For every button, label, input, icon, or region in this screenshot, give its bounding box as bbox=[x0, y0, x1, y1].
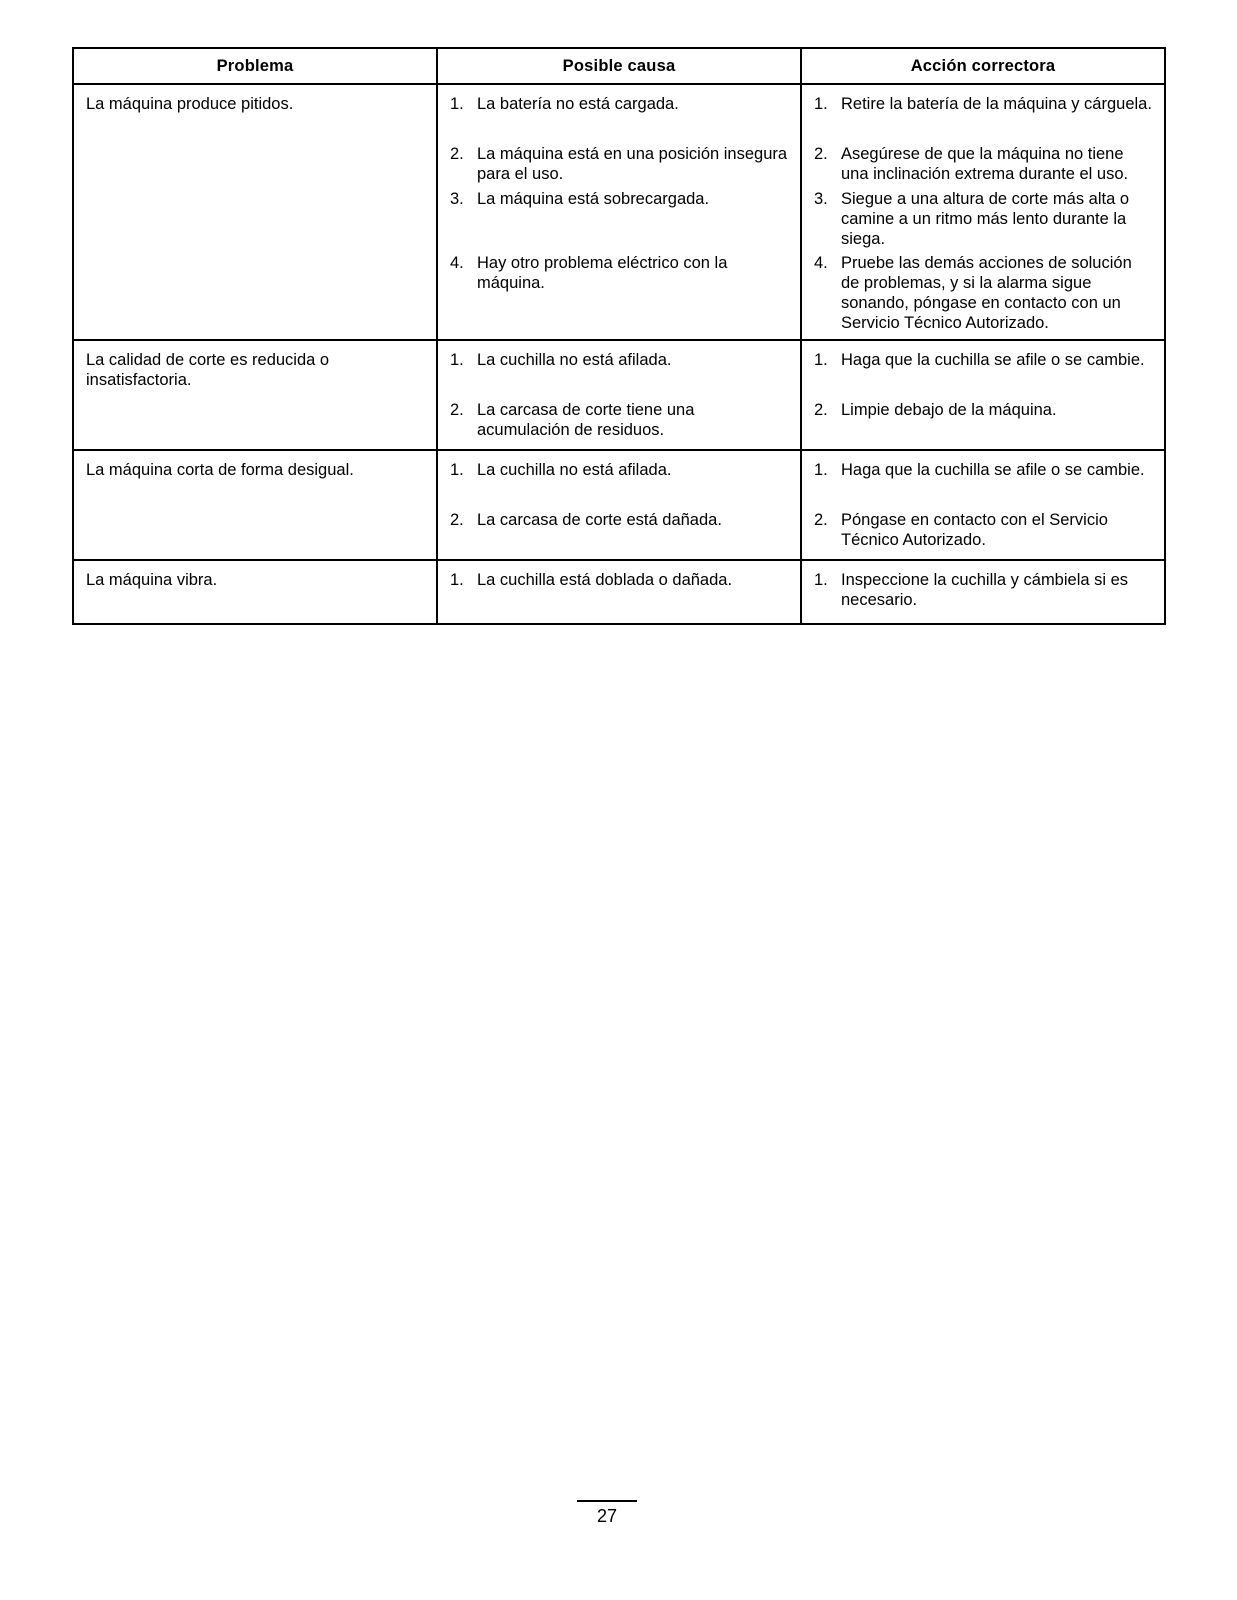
action-item-number: 1. bbox=[814, 461, 828, 479]
cause-item bbox=[438, 350, 800, 370]
cause-cell bbox=[437, 84, 801, 340]
problem-text: La máquina corta de forma desigual. bbox=[86, 461, 354, 479]
action-cell bbox=[801, 560, 1165, 624]
cause-item bbox=[438, 400, 800, 440]
cause-cell bbox=[437, 450, 801, 560]
header-problem: Problema bbox=[73, 48, 437, 84]
cause-item-text: La cuchilla no está afilada. bbox=[477, 351, 672, 369]
action-item bbox=[802, 94, 1164, 114]
action-item bbox=[802, 460, 1164, 480]
cause-item-number: 1. bbox=[450, 461, 464, 479]
header-cause: Posible causa bbox=[437, 48, 801, 84]
header-row bbox=[73, 48, 1165, 84]
action-item bbox=[802, 189, 1164, 249]
action-item-number: 1. bbox=[814, 95, 828, 113]
cause-item bbox=[438, 460, 800, 480]
cause-cell bbox=[437, 340, 801, 450]
action-item-number: 2. bbox=[814, 511, 828, 529]
cause-item-number: 1. bbox=[450, 95, 464, 113]
cause-item-number: 4. bbox=[450, 254, 464, 272]
cause-item-text: La batería no está cargada. bbox=[477, 95, 679, 113]
action-item bbox=[802, 144, 1164, 184]
cause-item bbox=[438, 144, 800, 184]
cause-item-number: 1. bbox=[450, 571, 464, 589]
cause-item-number: 2. bbox=[450, 145, 464, 163]
action-item-text: Inspeccione la cuchilla y cámbiela si es necesario. bbox=[841, 571, 1129, 609]
action-item bbox=[802, 253, 1164, 333]
cause-item-number: 2. bbox=[450, 401, 464, 419]
cause-cell bbox=[437, 560, 801, 624]
action-item-text: Siegue a una altura de corte más alta o camine a un ritmo más lento durante la siega. bbox=[841, 190, 1130, 248]
cause-item-text: La máquina está sobrecargada. bbox=[477, 190, 710, 208]
cause-item-text: La carcasa de corte tiene una acumulación de residuos. bbox=[477, 401, 695, 439]
problem-cell bbox=[73, 84, 437, 340]
action-item-number: 2. bbox=[814, 145, 828, 163]
action-item-text: Limpie debajo de la máquina. bbox=[841, 401, 1057, 419]
cause-item bbox=[438, 510, 800, 530]
cause-item-text: Hay otro problema eléctrico con la máquina. bbox=[477, 254, 728, 292]
header-action: Acción correctora bbox=[801, 48, 1165, 84]
problem-cell bbox=[73, 340, 437, 450]
problem-text: La calidad de corte es reducida o insatisfactoria. bbox=[86, 351, 330, 389]
table-body bbox=[73, 84, 1165, 624]
cause-item bbox=[438, 94, 800, 114]
action-item-number: 4. bbox=[814, 254, 828, 272]
action-item-number: 2. bbox=[814, 401, 828, 419]
cause-item-text: La cuchilla está doblada o dañada. bbox=[477, 571, 733, 589]
action-item-text: Haga que la cuchilla se afile o se cambie. bbox=[841, 461, 1145, 479]
table-row bbox=[73, 560, 1165, 624]
problem-cell bbox=[73, 450, 437, 560]
troubleshooting-table bbox=[72, 47, 1166, 625]
action-item-text: Póngase en contacto con el Servicio Técnico Autorizado. bbox=[841, 511, 1108, 549]
action-cell bbox=[801, 450, 1165, 560]
action-item bbox=[802, 570, 1164, 610]
cause-item-number: 1. bbox=[450, 351, 464, 369]
cause-item-text: La carcasa de corte está dañada. bbox=[477, 511, 722, 529]
action-item-number: 1. bbox=[814, 571, 828, 589]
action-item-text: Asegúrese de que la máquina no tiene una inclinación extrema durante el uso. bbox=[841, 145, 1129, 183]
table-row bbox=[73, 340, 1165, 450]
problem-text: La máquina produce pitidos. bbox=[86, 95, 294, 113]
table-row bbox=[73, 450, 1165, 560]
cause-item-text: La máquina está en una posición insegura para el uso. bbox=[477, 145, 788, 183]
action-item bbox=[802, 510, 1164, 550]
cause-item bbox=[438, 570, 800, 590]
action-item bbox=[802, 400, 1164, 420]
problem-cell bbox=[73, 560, 437, 624]
action-item-text: Retire la batería de la máquina y cárguela. bbox=[841, 95, 1152, 113]
action-item-number: 3. bbox=[814, 190, 828, 208]
action-item-number: 1. bbox=[814, 351, 828, 369]
action-cell bbox=[801, 84, 1165, 340]
cause-item-number: 2. bbox=[450, 511, 464, 529]
problem-text: La máquina vibra. bbox=[86, 571, 218, 589]
action-item-text: Pruebe las demás acciones de solución de problemas, y si la alarma sigue sonando, póngase en contacto con un Servicio Técnico Autorizado. bbox=[841, 254, 1132, 332]
page-footer bbox=[577, 1500, 637, 1528]
cause-item-text: La cuchilla no está afilada. bbox=[477, 461, 672, 479]
cause-item bbox=[438, 253, 800, 293]
action-cell bbox=[801, 340, 1165, 450]
table-row bbox=[73, 84, 1165, 340]
cause-item-number: 3. bbox=[450, 190, 464, 208]
cause-item bbox=[438, 189, 800, 209]
page-number: 27 bbox=[596, 1506, 618, 1526]
action-item bbox=[802, 350, 1164, 370]
action-item-text: Haga que la cuchilla se afile o se cambie. bbox=[841, 351, 1145, 369]
